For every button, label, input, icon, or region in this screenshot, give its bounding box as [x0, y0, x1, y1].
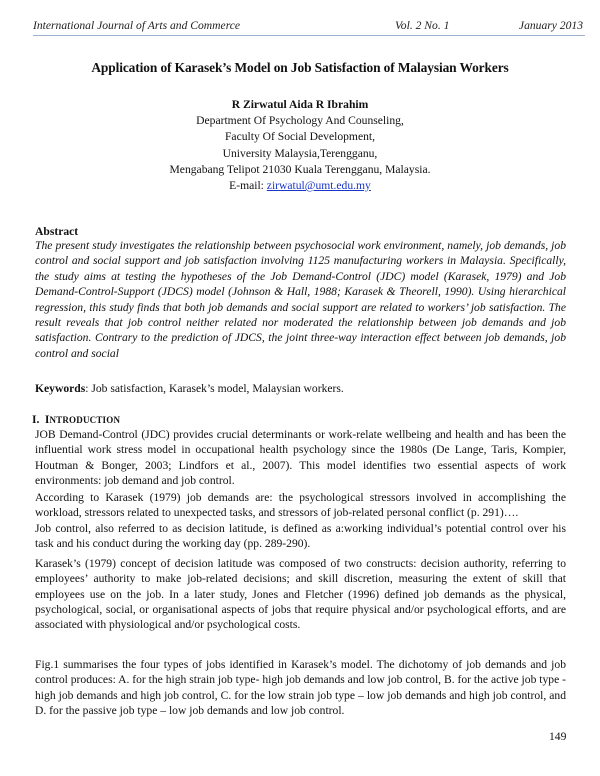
affiliation-line: Department Of Psychology And Counseling,: [196, 114, 404, 128]
body-paragraph: JOB Demand-Control (JDC) provides crucial determinants or work-relate wellbeing and health and has been the influential work stress model in occupational health psychology since the 1980s (De Lange, Taris, Kompier, Houtman & Bonger, 2003; Lindfors et al., 2007). This model identifies two essential aspects of work environments: job demand and job control.: [35, 428, 566, 487]
email-link[interactable]: zirwatul@umt.edu.my: [266, 179, 371, 193]
affiliation-line: Mengabang Telipot 21030 Kuala Terengganu, Malaysia.: [169, 162, 431, 176]
page-number: 149: [549, 730, 567, 743]
section-title-rest: NTRODUCTION: [49, 415, 121, 425]
email-line: [0, 178, 600, 194]
email-label: E-mail:: [229, 179, 267, 193]
body-paragraph: Fig.1 summarises the four types of jobs identified in Karasek’s model. The dichotomy of job demands and job control produces: A. for the high strain job type- high job demands and low job control, B. for the active job type - high job demands and high job control, C. for the low strain job type – low job demands and high job control, and D. for the passive job type – low job demands and low job control.: [35, 658, 566, 717]
body-paragraph: Karasek’s (1979) concept of decision latitude was composed of two constructs: decision authority, referring to employees’ authority to make job-related decisions; and skill discretion, measuring the extent of skill that employees use on the job. In a later study, Jones and Fletcher (1996) defined job demands as the physical, psychological, social, or organisational aspects of jobs that require physical and/or psychological efforts, and are associated with physiological and/or psychological costs.: [35, 557, 566, 632]
keywords-label: Keywords: [35, 382, 86, 395]
running-header: [33, 18, 585, 36]
journal-date: January 2013: [518, 19, 583, 32]
abstract-text: The present study investigates the relationship between psychosocial work environment, namely, job demands, job control and social support and job satisfaction involving 1125 manufacturing workers in Malaysia. Specifically, the study aims at testing the hypotheses of the Job Demand-Control (JDC) model (Karasek, 1979) and Job Demand-Control-Support (JDCS) model (Johnson & Hall, 1988; Karasek & Theorell, 1990). Using hierarchical regression, this study finds that both job demands and social support are related to workers’ job satisfaction. The result reveals that job control neither related nor moderated the relationship between job demands and job satisfaction. Contrary to the prediction of JDCS, the joint three-way interaction effect between job demands, job control and social: [35, 239, 566, 360]
keywords: [35, 382, 344, 395]
section-title-initial: I: [44, 413, 50, 426]
section-number: I.: [32, 413, 40, 426]
affiliation-line: Faculty Of Social Development,: [224, 130, 376, 144]
section-heading-introduction: [32, 413, 120, 426]
paper-title: Application of Karasek’s Model on Job Satisfaction of Malaysian Workers: [91, 60, 509, 75]
abstract-heading: Abstract: [35, 225, 79, 238]
affiliation-line: University Malaysia,Terengganu,: [222, 146, 378, 160]
journal-name: International Journal of Arts and Commerce: [33, 19, 241, 32]
author-name: R Zirwatul Aida R Ibrahim: [231, 98, 369, 111]
author-block: [0, 97, 600, 194]
body-paragraph: Job control, also referred to as decision latitude, is defined as a:working individual’s potential control over his task and his conduct during the working day (pp. 289-290).: [35, 522, 566, 551]
journal-volume: Vol. 2 No. 1: [395, 19, 450, 32]
keywords-text: : Job satisfaction, Karasek’s model, Malaysian workers.: [85, 382, 344, 395]
body-paragraph: According to Karasek (1979) job demands are: the psychological stressors involved in accomplishing the workload, stressors related to unexpected tasks, and stressors of job-related personal conflict (p. 291)….: [35, 491, 566, 520]
